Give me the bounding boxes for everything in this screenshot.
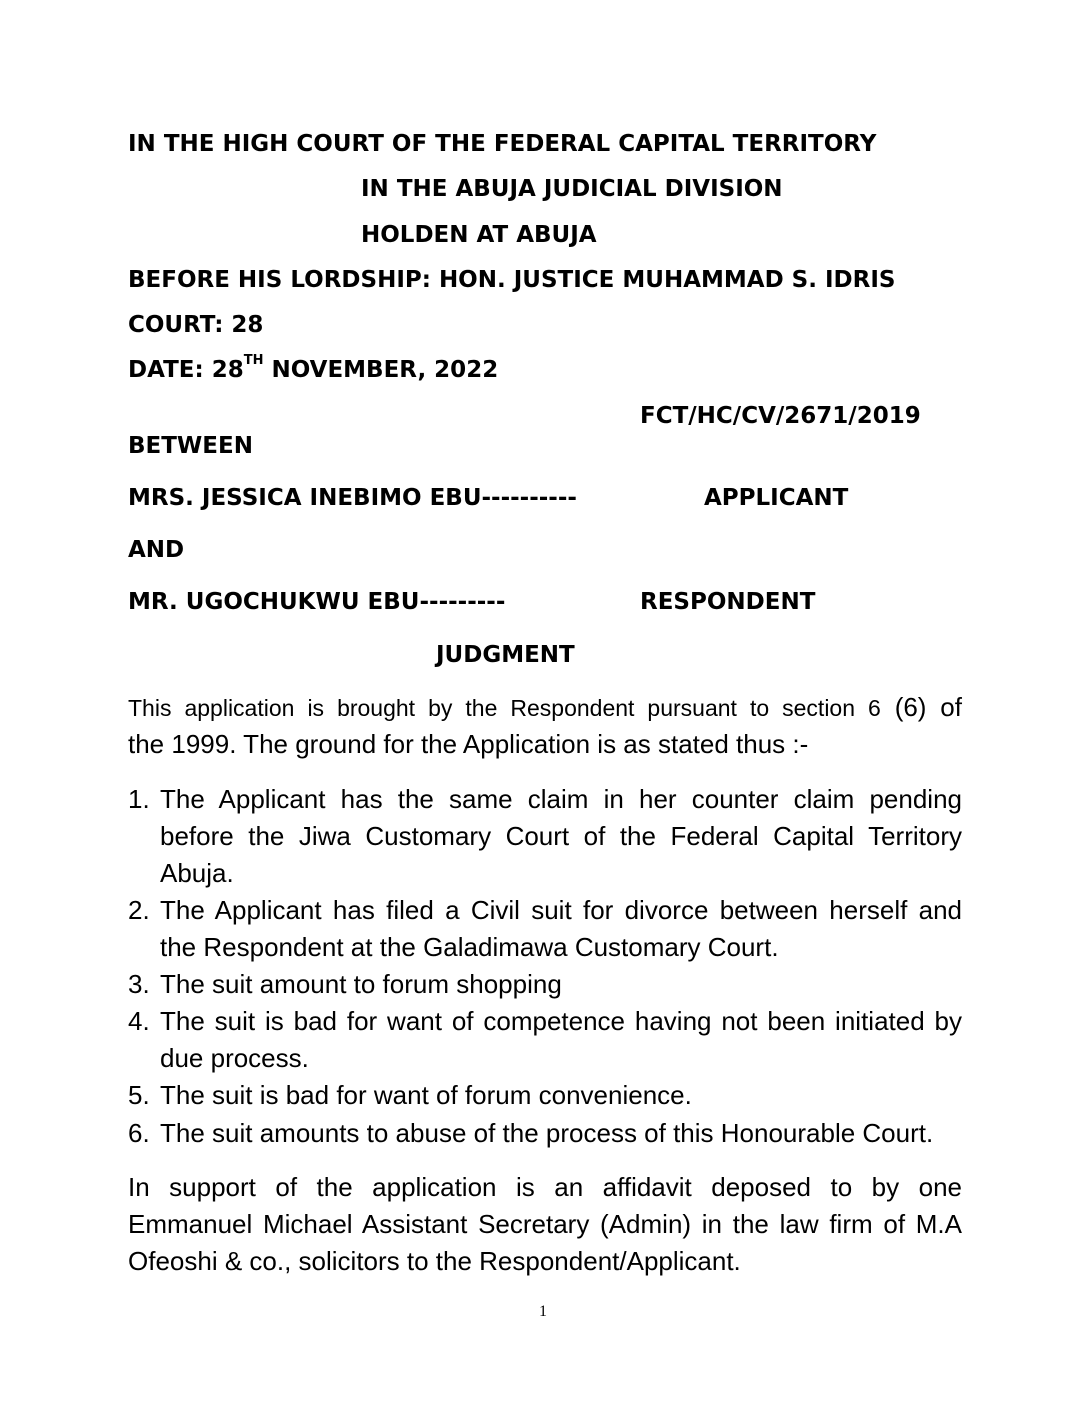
page-number: 1	[539, 1303, 547, 1320]
ground-line: The suit is bad for want of forum convenience.	[160, 1080, 692, 1110]
ground-line: before the Jiwa Customary Court of the Federal Capital Territory	[160, 821, 962, 851]
respondent-role: RESPONDENT	[640, 589, 816, 615]
ground-line: The Applicant has the same claim in her counter claim pending	[160, 784, 962, 814]
applicant-name: MRS. JESSICA INEBIMO EBU----------	[128, 485, 577, 511]
date-superscript: TH	[243, 353, 264, 369]
ground-number: 1.	[128, 784, 150, 814]
ground-line: the Respondent at the Galadimawa Customary Court.	[160, 932, 779, 962]
ground-line: Abuja.	[160, 858, 234, 888]
date-prefix: DATE: 28	[128, 357, 244, 383]
applicant-role: APPLICANT	[704, 485, 849, 511]
ground-number: 6.	[128, 1118, 150, 1148]
support-line-2: Emmanuel Michael Assistant Secretary (Admin) in the law firm of M.A	[128, 1209, 962, 1239]
court-number: COURT: 28	[128, 312, 264, 338]
date-suffix: NOVEMBER, 2022	[263, 357, 499, 383]
ground-line: The Applicant has filed a Civil suit for divorce between herself and	[160, 895, 962, 925]
respondent-name: MR. UGOCHUKWU EBU---------	[128, 589, 506, 615]
before-heading: BEFORE HIS LORDSHIP: HON. JUSTICE MUHAMMAD S. IDRIS	[128, 267, 896, 293]
intro-line-2: the 1999. The ground for the Application is as stated thus :-	[128, 729, 809, 759]
ground-line: The suit amounts to abuse of the process of this Honourable Court.	[160, 1118, 934, 1148]
intro-line-1-text: This application is brought by the Respondent pursuant to section 6	[128, 695, 881, 721]
ground-number: 3.	[128, 969, 150, 999]
ground-line: The suit is bad for want of competence having not been initiated by	[160, 1006, 962, 1036]
ground-number: 2.	[128, 895, 150, 925]
ground-number: 4.	[128, 1006, 150, 1036]
ground-number: 5.	[128, 1080, 150, 1110]
holden-heading: HOLDEN AT ABUJA	[361, 222, 597, 248]
support-line-3: Ofeoshi & co., solicitors to the Respondent/Applicant.	[128, 1246, 741, 1276]
division-heading: IN THE ABUJA JUDICIAL DIVISION	[361, 176, 783, 202]
suit-number: FCT/HC/CV/2671/2019	[640, 403, 921, 429]
between-label: BETWEEN	[128, 433, 253, 459]
intro-line-1-tail: (6) of	[894, 692, 962, 722]
support-line-1: In support of the application is an affidavit deposed to by one	[128, 1172, 962, 1202]
ground-line: The suit amount to forum shopping	[160, 969, 562, 999]
ground-line: due process.	[160, 1043, 309, 1073]
date-line	[128, 353, 499, 384]
court-heading: IN THE HIGH COURT OF THE FEDERAL CAPITAL TERRITORY	[128, 131, 877, 157]
judgment-title: JUDGMENT	[436, 642, 575, 668]
and-label: AND	[128, 537, 185, 563]
intro-line-1	[128, 689, 962, 727]
